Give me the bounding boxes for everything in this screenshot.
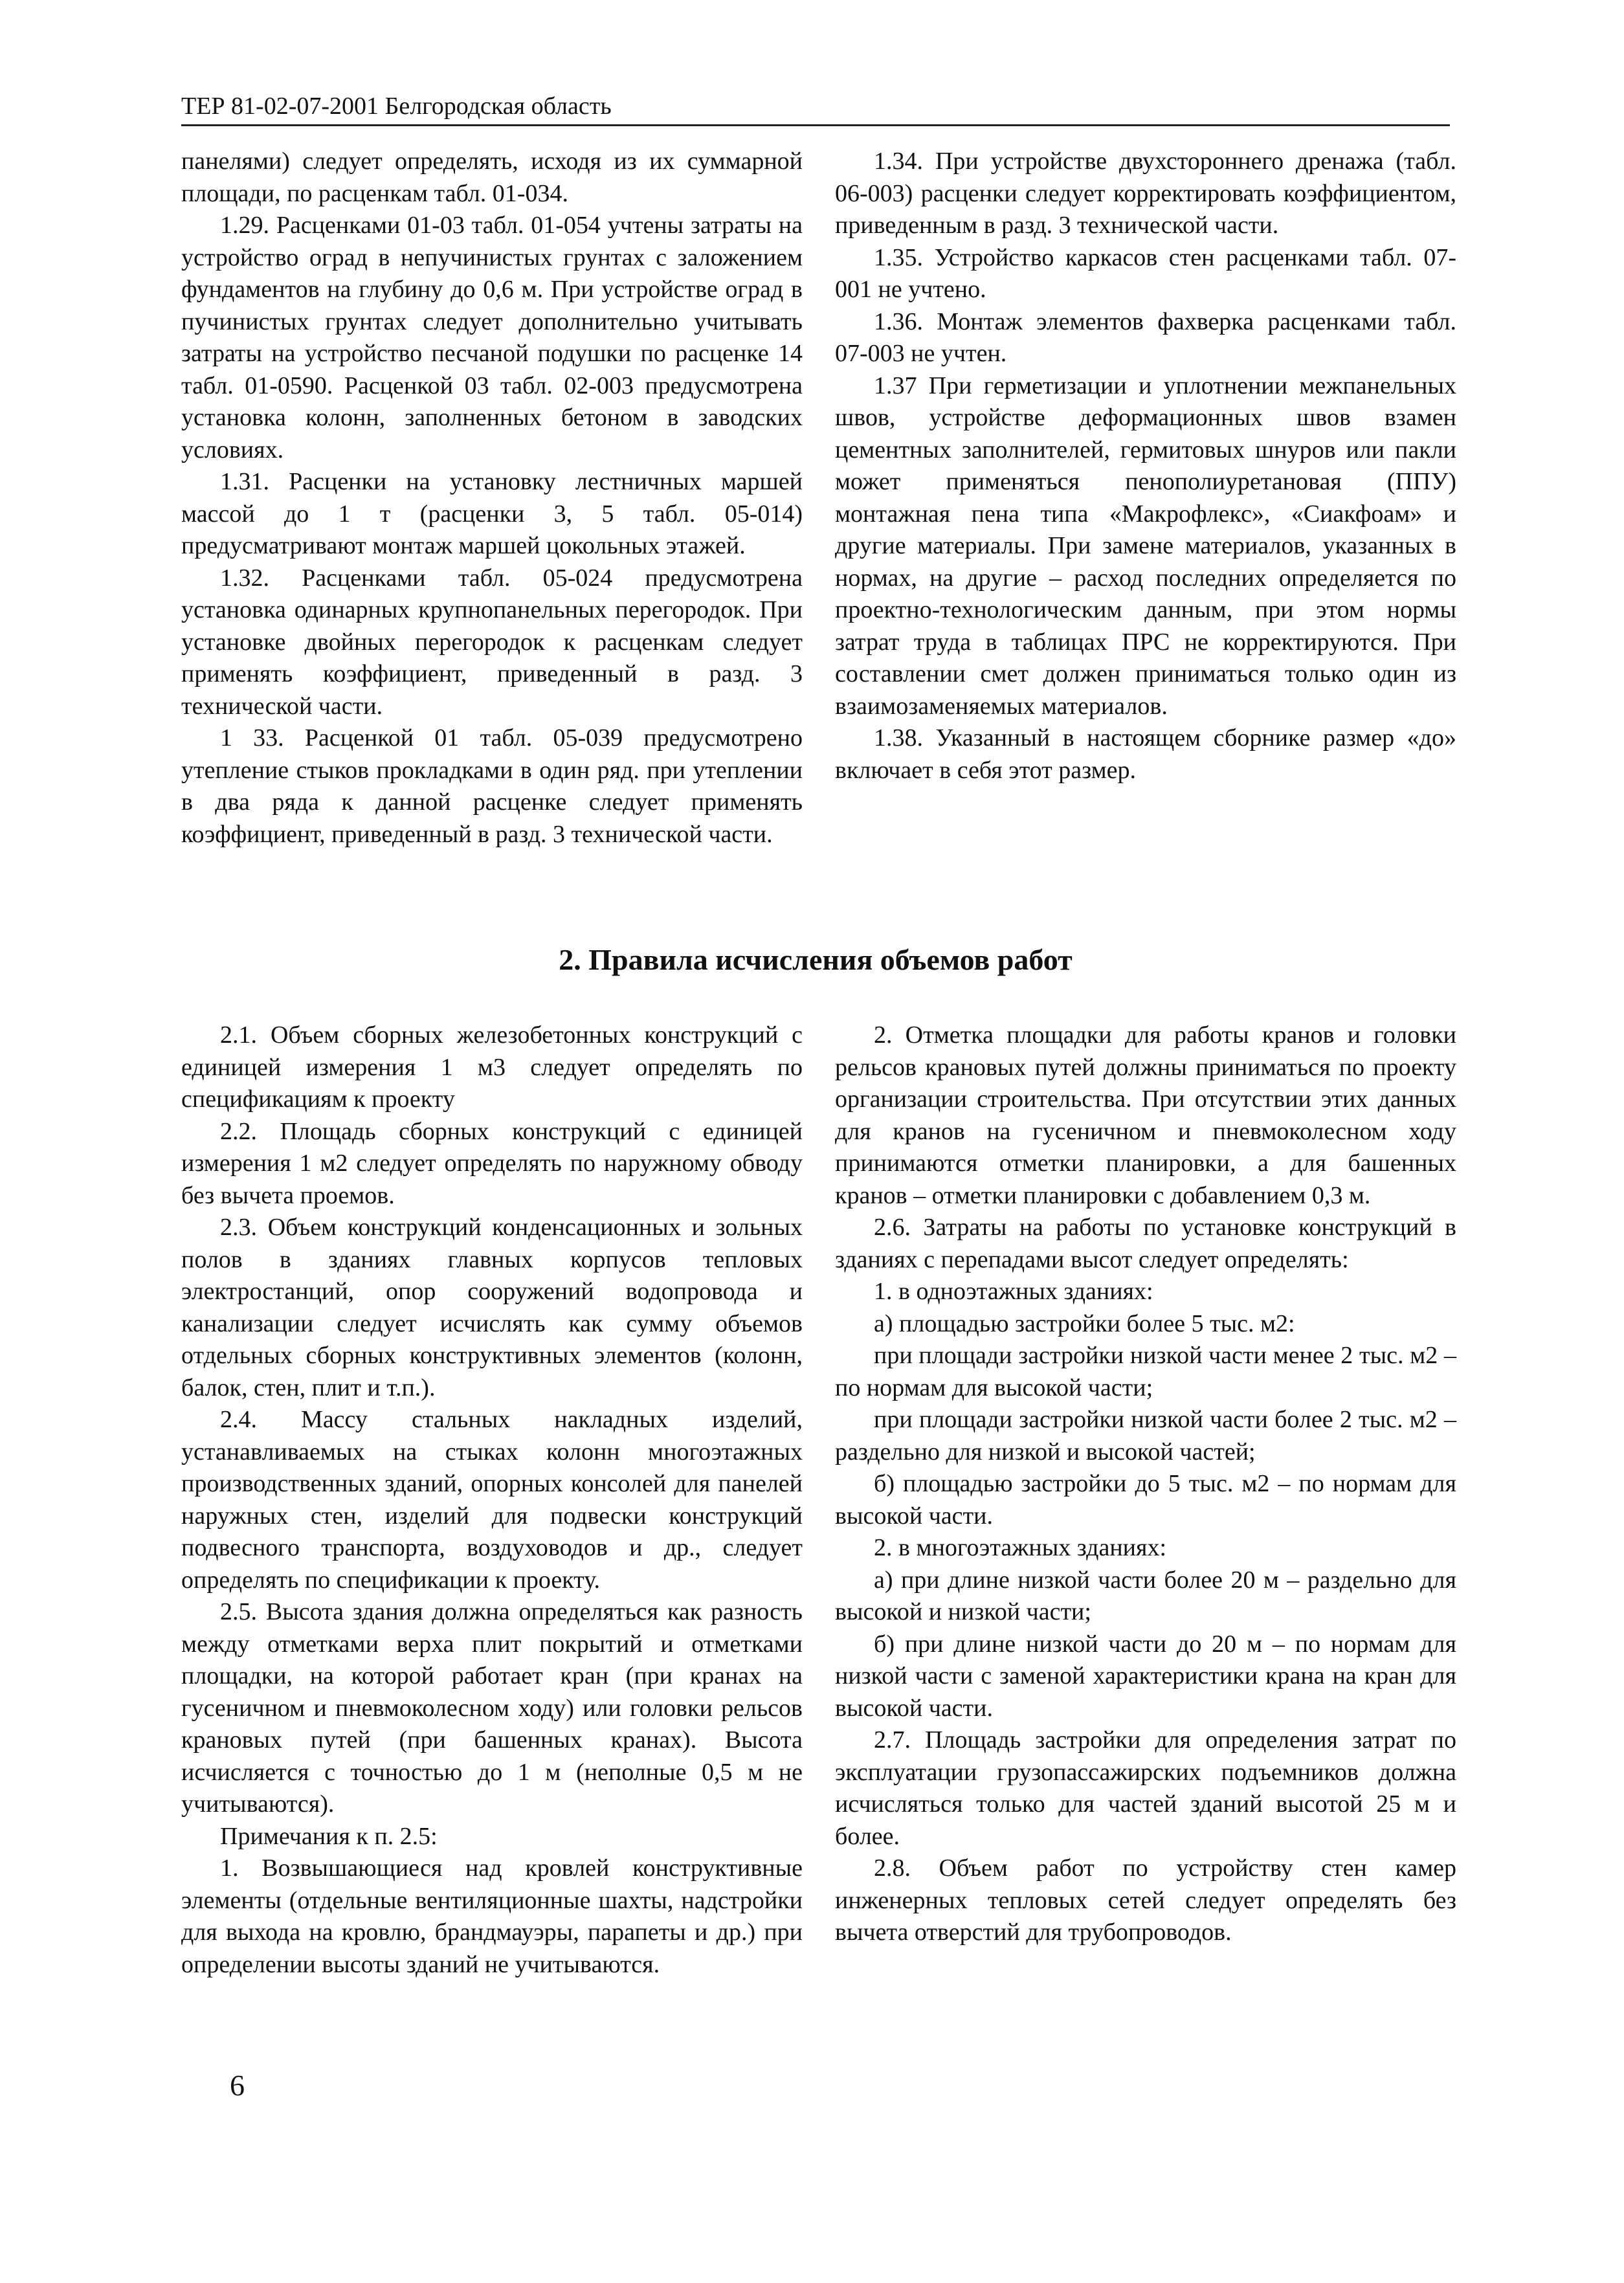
paragraph: 1.35. Устройство каркасов стен расценками табл. 07-001 не учтено. bbox=[835, 243, 1456, 303]
paragraph: 1 33. Расценкой 01 табл. 05-039 предусмотрено утепление стыков прокладками в один ряд. при утеплении в два ряда к данной расценке следует применять коэффициент, приведенный в разд. 3 технической части. bbox=[181, 724, 803, 848]
paragraph: 2.4. Массу стальных накладных изделий, устанавливаемых на стыках колонн многоэтажных производственных зданий, опорных консолей для панелей наружных стен, изделий для подвески конструкций подвесного транспорта, воздуховодов и др., следует определять по спецификации к проекту. bbox=[181, 1406, 803, 1594]
paragraph: при площади застройки низкой части более 2 тыс. м2 – раздельно для низкой и высокой частей; bbox=[835, 1406, 1456, 1465]
paragraph: 1. в одноэтажных зданиях: bbox=[874, 1278, 1153, 1305]
paragraph: 2.5. Высота здания должна определяться как разность между отметками верха плит покрытий и отметками площадки, на которой работает кран (при кранах на гусеничном и пневмоколесном ходу) или головки рельсов крановых путей (при башенных кранах). Высота исчисляется с точностью до 1 м (неполные 0,5 м не учитываются). bbox=[181, 1598, 803, 1818]
page-number: 6 bbox=[230, 2069, 245, 2102]
running-header: ТЕР 81-02-07-2001 Белгородская область bbox=[181, 91, 1450, 126]
column-bottom-left bbox=[181, 1019, 803, 1981]
paragraph: 1.36. Монтаж элементов фахверка расценками табл. 07-003 не учтен. bbox=[835, 307, 1456, 367]
column-top-left bbox=[181, 146, 803, 851]
section-title: 2. Правила исчисления объемов работ bbox=[559, 943, 1073, 976]
column-bottom-right bbox=[835, 1019, 1456, 1949]
paragraph: 1.32. Расценками табл. 05-024 предусмотрена установка одинарных крупнопанельных перегородок. При установке двойных перегородок к расценкам следует применять коэффициент, приведенный в разд. 3 технической части. bbox=[181, 564, 803, 720]
paragraph: 2.8. Объем работ по устройству стен камер инженерных тепловых сетей следует определять без вычета отверстий для трубопроводов. bbox=[835, 1854, 1456, 1946]
paragraph: 1.34. При устройстве двухстороннего дренажа (табл. 06-003) расценки следует корректировать коэффициентом, приведенным в разд. 3 технической части. bbox=[835, 148, 1456, 239]
paragraph: 2. Отметка площадки для работы кранов и головки рельсов крановых путей должны приниматься по проекту организации строительства. При отсутствии этих данных для кранов на гусеничном и пневмоколесном ходу принимаются отметки планировки, а для башенных кранов – отметки планировки с добавлением 0,3 м. bbox=[835, 1021, 1456, 1209]
paragraph: 2.1. Объем сборных железобетонных конструкций с единицей измерения 1 м3 следует определять по спецификациям к проекту bbox=[181, 1021, 803, 1113]
paragraph: 2. в многоэтажных зданиях: bbox=[874, 1534, 1167, 1561]
paragraph: 1.37 При герметизации и уплотнении межпанельных швов, устройстве деформационных швов взамен цементных заполнителей, гермитовых шнуров или пакли может применяться пенополиуретановая (ППУ) монтажная пена типа «Макрофлекс», «Сиакфоам» и другие материалы. При замене материалов, указанных в нормах, на другие – расход последних определяется по проектно-технологическим данным, при этом нормы затрат труда в таблицах ПРС не корректируются. При составлении смет должен приниматься только один из взаимозаменяемых материалов. bbox=[835, 372, 1456, 720]
paragraph: 2.6. Затраты на работы по установке конструкций в зданиях с перепадами высот следует определять: bbox=[835, 1214, 1456, 1273]
paragraph: 2.3. Объем конструкций конденсационных и зольных полов в зданиях главных корпусов тепловых электростанций, опор сооружений водопровода и канализации следует исчислять как сумму объемов отдельных сборных конструктивных элементов (колонн, балок, стен, плит и т.п.). bbox=[181, 1214, 803, 1401]
paragraph: б) площадью застройки до 5 тыс. м2 – по нормам для высокой части. bbox=[835, 1470, 1456, 1530]
column-top-right bbox=[835, 146, 1456, 786]
paragraph: а) площадью застройки более 5 тыс. м2: bbox=[874, 1309, 1295, 1337]
paragraph: 1.29. Расценками 01-03 табл. 01-054 учтены затраты на устройство оград в непучинистых грунтах с заложением фундаментов на глубину до 0,6 м. При устройстве оград в пучинистых грунтах следует дополнительно учитывать затраты на устройство песчаной подушки по расценке 14 табл. 01-0590. Расценкой 03 табл. 02-003 предусмотрена установка колонн, заполненных бетоном в заводских условиях. bbox=[181, 212, 803, 463]
paragraph: 1. Возвышающиеся над кровлей конструктивные элементы (отдельные вентиляционные шахты, надстройки для выхода на кровлю, брандмауэры, парапеты и др.) при определении высоты зданий не учитываются. bbox=[181, 1854, 803, 1978]
paragraph: панелями) следует определять, исходя из их суммарной площади, по расценкам табл. 01-034. bbox=[181, 148, 803, 207]
paragraph: 1.38. Указанный в настоящем сборнике размер «до» включает в себя этот размер. bbox=[835, 724, 1456, 784]
paragraph: а) при длине низкой части более 20 м – раздельно для высокой и низкой части; bbox=[835, 1566, 1456, 1625]
paragraph: Примечания к п. 2.5: bbox=[220, 1822, 438, 1850]
paragraph: 1.31. Расценки на установку лестничных маршей массой до 1 т (расценки 3, 5 табл. 05-014) предусматривают монтаж маршей цокольных этажей. bbox=[181, 468, 803, 559]
paragraph: 2.7. Площадь застройки для определения затрат по эксплуатации грузопассажирских подъемников должна исчисляться только для частей зданий высотой 25 м и более. bbox=[835, 1726, 1456, 1850]
paragraph: 2.2. Площадь сборных конструкций с единицей измерения 1 м2 следует определять по наружному обводу без вычета проемов. bbox=[181, 1117, 803, 1209]
paragraph: при площади застройки низкой части менее 2 тыс. м2 – по нормам для высокой части; bbox=[835, 1342, 1456, 1401]
paragraph: б) при длине низкой части до 20 м – по нормам для низкой части с заменой характеристики крана на кран для высокой части. bbox=[835, 1630, 1456, 1722]
